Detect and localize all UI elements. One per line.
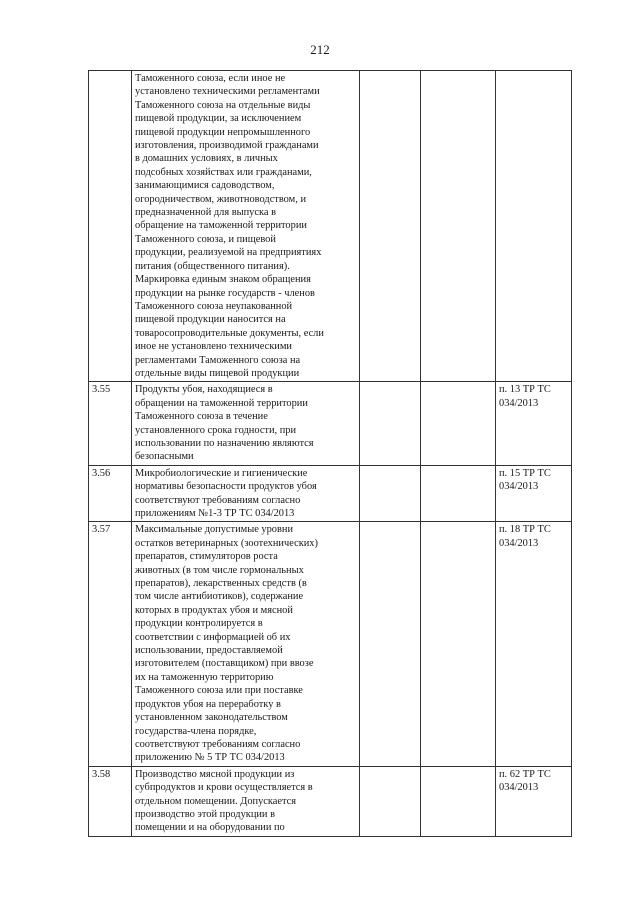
empty-cell	[421, 465, 496, 522]
reference-cell: п. 18 ТР ТС 034/2013	[496, 522, 572, 766]
empty-cell	[421, 382, 496, 465]
requirement-text-cell: Максимальные допустимые уровни остатков ветеринарных (зоотехнических) препаратов, стимуляторов роста животных (в том числе гормональных препаратов), лекарственных средств (в том числе антибиотиков), содержание которых в продуктах убоя и мясной продукции контролируется в соответствии с информацией об их использовании, предоставляемой изготовителем (поставщиком) при ввозе их на таможенную территорию Таможенного союза или при поставке продуктов убоя на переработку в установленном законодательством государства-члена порядке, соответствуют требованиям согласно приложению № 5 ТР ТС 034/2013	[132, 522, 360, 766]
table-row	[89, 382, 572, 465]
reference-cell: п. 15 ТР ТС 034/2013	[496, 465, 572, 522]
empty-cell	[360, 766, 421, 836]
empty-cell	[421, 522, 496, 766]
empty-cell	[360, 465, 421, 522]
requirement-text-cell: Производство мясной продукции из субпродуктов и крови осуществляется в отдельном помещении. Допускается производство этой продукции в помещении и на оборудовании по	[132, 766, 360, 836]
requirements-table	[88, 70, 572, 837]
row-number-cell: 3.56	[89, 465, 132, 522]
requirement-text-cell: Таможенного союза, если иное не установлено техническими регламентами Таможенного союза на отдельные виды пищевой продукции, за исключением пищевой продукции непромышленного изготовления, производимой гражданами в домашних условиях, в личных подсобных хозяйствах или гражданами, занимающимися садоводством, огородничеством, животноводством, и предназначенной для выпуска в обращение на таможенной территории Таможенного союза, и пищевой продукции, реализуемой на предприятиях питания (общественного питания). Маркировка единым знаком обращения продукции на рынке государств - членов Таможенного союза неупакованной пищевой продукции наносится на товаросопроводительные документы, если иное не установлено техническими регламентами Таможенного союза на отдельные виды пищевой продукции	[132, 71, 360, 382]
table-row	[89, 522, 572, 766]
table-row	[89, 465, 572, 522]
table-row	[89, 766, 572, 836]
empty-cell	[360, 522, 421, 766]
row-number-cell: 3.57	[89, 522, 132, 766]
empty-cell	[421, 71, 496, 382]
row-number-cell: 3.58	[89, 766, 132, 836]
page-number: 212	[310, 42, 330, 57]
empty-cell	[421, 766, 496, 836]
empty-cell	[360, 71, 421, 382]
reference-cell: п. 13 ТР ТС 034/2013	[496, 382, 572, 465]
row-number-cell	[89, 71, 132, 382]
reference-cell: п. 62 ТР ТС 034/2013	[496, 766, 572, 836]
table-row	[89, 71, 572, 382]
requirement-text-cell: Продукты убоя, находящиеся в обращении на таможенной территории Таможенного союза в течение установленного срока годности, при использовании по назначению являются безопасными	[132, 382, 360, 465]
row-number-cell: 3.55	[89, 382, 132, 465]
empty-cell	[360, 382, 421, 465]
requirement-text-cell: Микробиологические и гигиенические нормативы безопасности продуктов убоя соответствуют требованиям согласно приложениям №1-3 ТР ТС 034/2013	[132, 465, 360, 522]
reference-cell	[496, 71, 572, 382]
